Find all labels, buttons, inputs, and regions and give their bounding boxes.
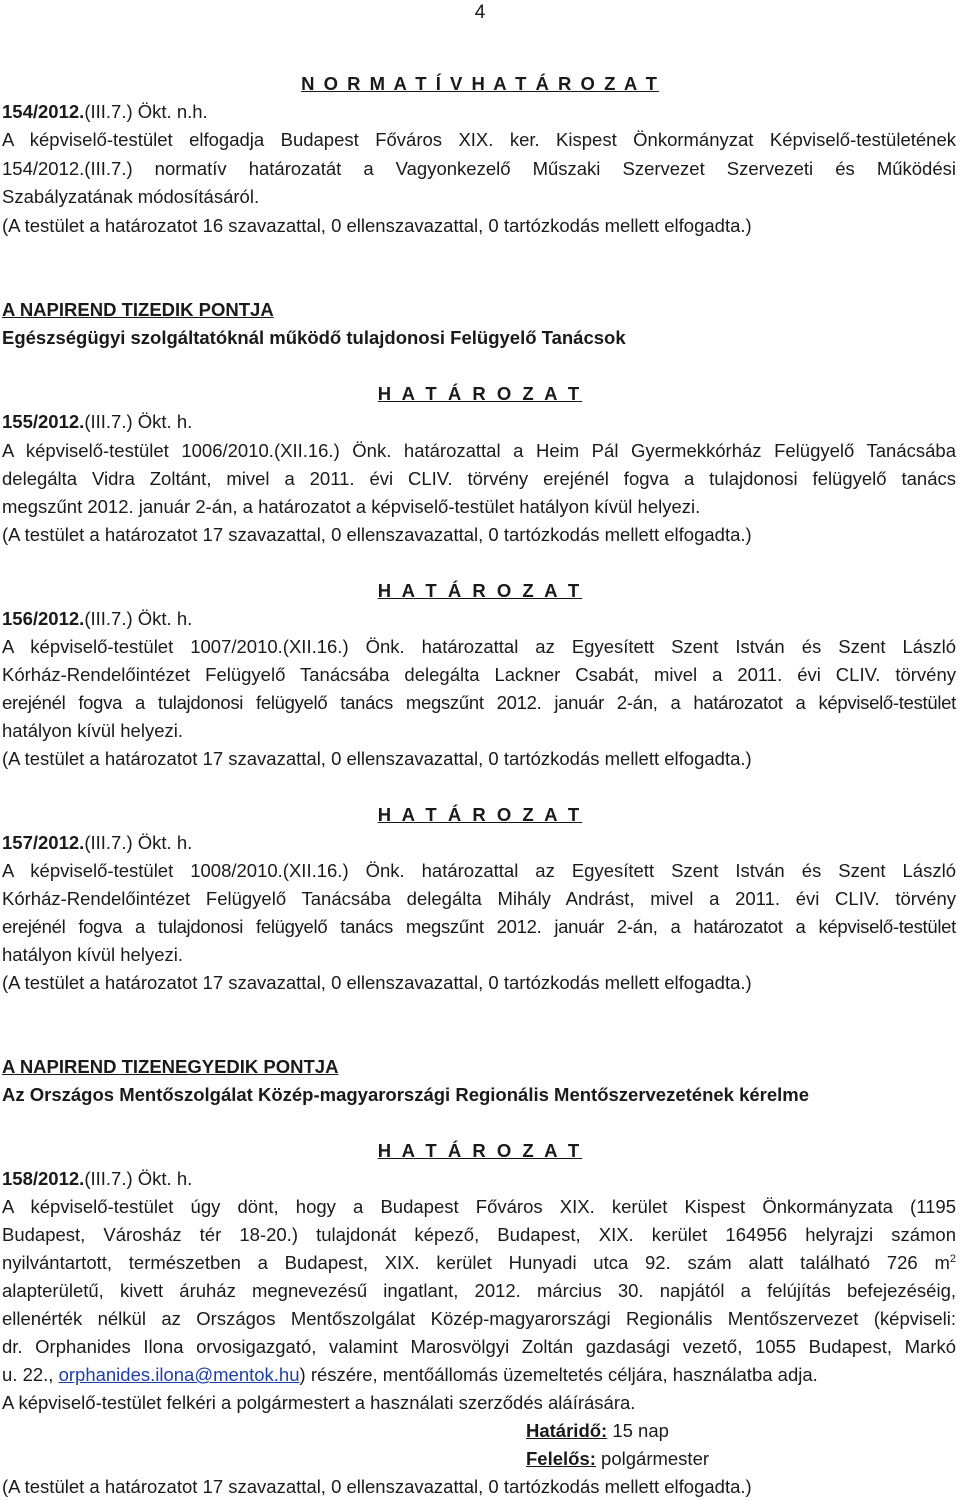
resolution-number-rest: (III.7.) Ökt. h.	[84, 608, 193, 629]
r158-text-line-3	[2, 1249, 956, 1277]
resolution-number-bold: 154/2012.	[2, 101, 85, 122]
responsible-value: polgármester	[595, 1448, 710, 1469]
vote-result: (A testület a határozatot 16 szavazattal, 0 ellenszavazattal, 0 tartózkodás mellett elfogadta.)	[2, 215, 752, 236]
resolution-number-bold: 156/2012.	[2, 608, 85, 629]
r158-text-line-4: alapterületű, kivett áruház megnevezésű ingatlant, 2012. március 30. napjától a felújítás befejezéséig,	[2, 1280, 956, 1301]
vote-result: (A testület a határozatot 17 szavazattal, 0 ellenszavazattal, 0 tartózkodás mellett elfogadta.)	[2, 748, 752, 769]
agenda-10-subtitle: Egészségügyi szolgáltatóknál működő tulajdonosi Felügyelő Tanácsok	[2, 327, 626, 348]
superscript-2: 2	[949, 1252, 956, 1265]
r156-text-line-2: Kórház-Rendelőintézet Felügyelő Tanácsába delegálta Lackner Csabát, mivel a 2011. évi CLIV. törvény	[2, 664, 956, 685]
r157-text-line-1: A képviselő-testület 1008/2010.(XII.16.) Önk. határozattal az Egyesített Szent István és Szent László	[2, 860, 956, 881]
normativ-text-line-2: 154/2012.(III.7.) normatív határozatát a Vagyonkezelő Műszaki Szervezet Szervezeti és Működési	[2, 158, 956, 179]
r157-text-line-4: hatályon kívül helyezi.	[2, 944, 183, 965]
r155-text-line-3: megszűnt 2012. január 2-án, a határozatot a képviselő-testület hatályon kívül helyezi.	[2, 496, 701, 517]
r158-text-line-2: Budapest, Városház tér 18-20.) tulajdonát képező, Budapest, XIX. kerület 164956 helyrajzi számon	[2, 1224, 956, 1245]
resolution-number-bold: 155/2012.	[2, 411, 85, 432]
resolution-number-156	[2, 605, 956, 633]
page-number: 4	[474, 2, 486, 23]
hatarozat-heading: H A T Á R O Z A T	[377, 383, 583, 404]
resolution-number-rest: (III.7.) Ökt. h.	[84, 832, 193, 853]
r157-text-line-3: erejénél fogva a tulajdonosi felügyelő tanács megszűnt 2012. január 2-án, a határozatot a képviselő-testület	[2, 916, 956, 937]
responsible-label: Felelős:	[526, 1448, 596, 1469]
deadline-row	[526, 1417, 826, 1445]
r158-text-line-5: ellenérték nélkül az Országos Mentőszolgálat Közép-magyarországi Regionális Mentőszervezet (képviseli:	[2, 1308, 956, 1329]
resolution-number-rest: (III.7.) Ökt. h.	[84, 411, 193, 432]
agenda-11-subtitle: Az Országos Mentőszolgálat Közép-magyarországi Regionális Mentőszervezetének kérelme	[2, 1084, 810, 1105]
r158-text-line-7	[2, 1361, 956, 1389]
normativ-heading: N O R M A T Í V H A T Á R O Z A T	[301, 73, 659, 94]
resolution-number-rest: (III.7.) Ökt. n.h.	[84, 101, 208, 122]
resolution-number-rest: (III.7.) Ökt. h.	[84, 1168, 193, 1189]
r158-text-line-6: dr. Orphanides Ilona orvosigazgató, valamint Marosvölgyi Zoltán gazdasági vezető, 1055 Budapest, Markó	[2, 1336, 956, 1357]
normativ-text-line-3: Szabályzatának módosításáról.	[2, 186, 260, 207]
email-link[interactable]: orphanides.ilona@mentok.hu	[58, 1364, 300, 1385]
vote-result: (A testület a határozatot 17 szavazattal, 0 ellenszavazattal, 0 tartózkodás mellett elfogadta.)	[2, 972, 752, 993]
resolution-number-bold: 157/2012.	[2, 832, 85, 853]
hatarozat-heading: H A T Á R O Z A T	[377, 1140, 583, 1161]
vote-result: (A testület a határozatot 17 szavazattal, 0 ellenszavazattal, 0 tartózkodás mellett elfogadta.)	[2, 1476, 752, 1497]
resolution-number-bold: 158/2012.	[2, 1168, 85, 1189]
resolution-number-157	[2, 829, 956, 857]
r158-area-text: nyilvántartott, természetben a Budapest, XIX. kerület Hunyadi utca 92. szám alatt található 726 m	[2, 1252, 950, 1273]
responsible-row	[526, 1445, 826, 1473]
r155-text-line-1: A képviselő-testület 1006/2010.(XII.16.) Önk. határozattal a Heim Pál Gyermekkórház Felügyelő Tanácsába	[2, 440, 956, 461]
r158-line7-pre: u. 22.,	[2, 1364, 59, 1385]
r155-text-line-2: delegálta Vidra Zoltánt, mivel a 2011. évi CLIV. törvény erejénél fogva a tulajdonosi felügyelő tanács	[2, 468, 956, 489]
deadline-value: 15 nap	[607, 1420, 669, 1441]
normativ-text-line-1: A képviselő-testület elfogadja Budapest Főváros XIX. ker. Kispest Önkormányzat Képviselő-testületének	[2, 129, 956, 150]
r158-text-line-8: A képviselő-testület felkéri a polgármestert a használati szerződés aláírására.	[2, 1392, 636, 1413]
r158-text-line-1: A képviselő-testület úgy dönt, hogy a Budapest Főváros XIX. kerület Kispest Önkormányzata (1195	[2, 1196, 956, 1217]
hatarozat-heading: H A T Á R O Z A T	[377, 804, 583, 825]
r156-text-line-3: erejénél fogva a tulajdonosi felügyelő tanács megszűnt 2012. január 2-án, a határozatot a képviselő-testület	[2, 692, 956, 713]
agenda-11-title: A NAPIREND TIZENEGYEDIK PONTJA	[2, 1056, 339, 1077]
hatarozat-heading: H A T Á R O Z A T	[377, 580, 583, 601]
resolution-number-155	[2, 408, 956, 436]
vote-result: (A testület a határozatot 17 szavazattal, 0 ellenszavazattal, 0 tartózkodás mellett elfogadta.)	[2, 524, 752, 545]
resolution-number-158	[2, 1165, 956, 1193]
r156-text-line-4: hatályon kívül helyezi.	[2, 720, 183, 741]
resolution-number-154	[2, 98, 956, 126]
r156-text-line-1: A képviselő-testület 1007/2010.(XII.16.) Önk. határozattal az Egyesített Szent István és Szent László	[2, 636, 956, 657]
r158-line7-post: ) részére, mentőállomás üzemeltetés céljára, használatba adja.	[299, 1364, 818, 1385]
deadline-label: Határidő:	[526, 1420, 608, 1441]
agenda-10-title: A NAPIREND TIZEDIK PONTJA	[2, 299, 274, 320]
r157-text-line-2: Kórház-Rendelőintézet Felügyelő Tanácsába delegálta Mihály Andrást, mivel a 2011. évi CLIV. törvény	[2, 888, 956, 909]
